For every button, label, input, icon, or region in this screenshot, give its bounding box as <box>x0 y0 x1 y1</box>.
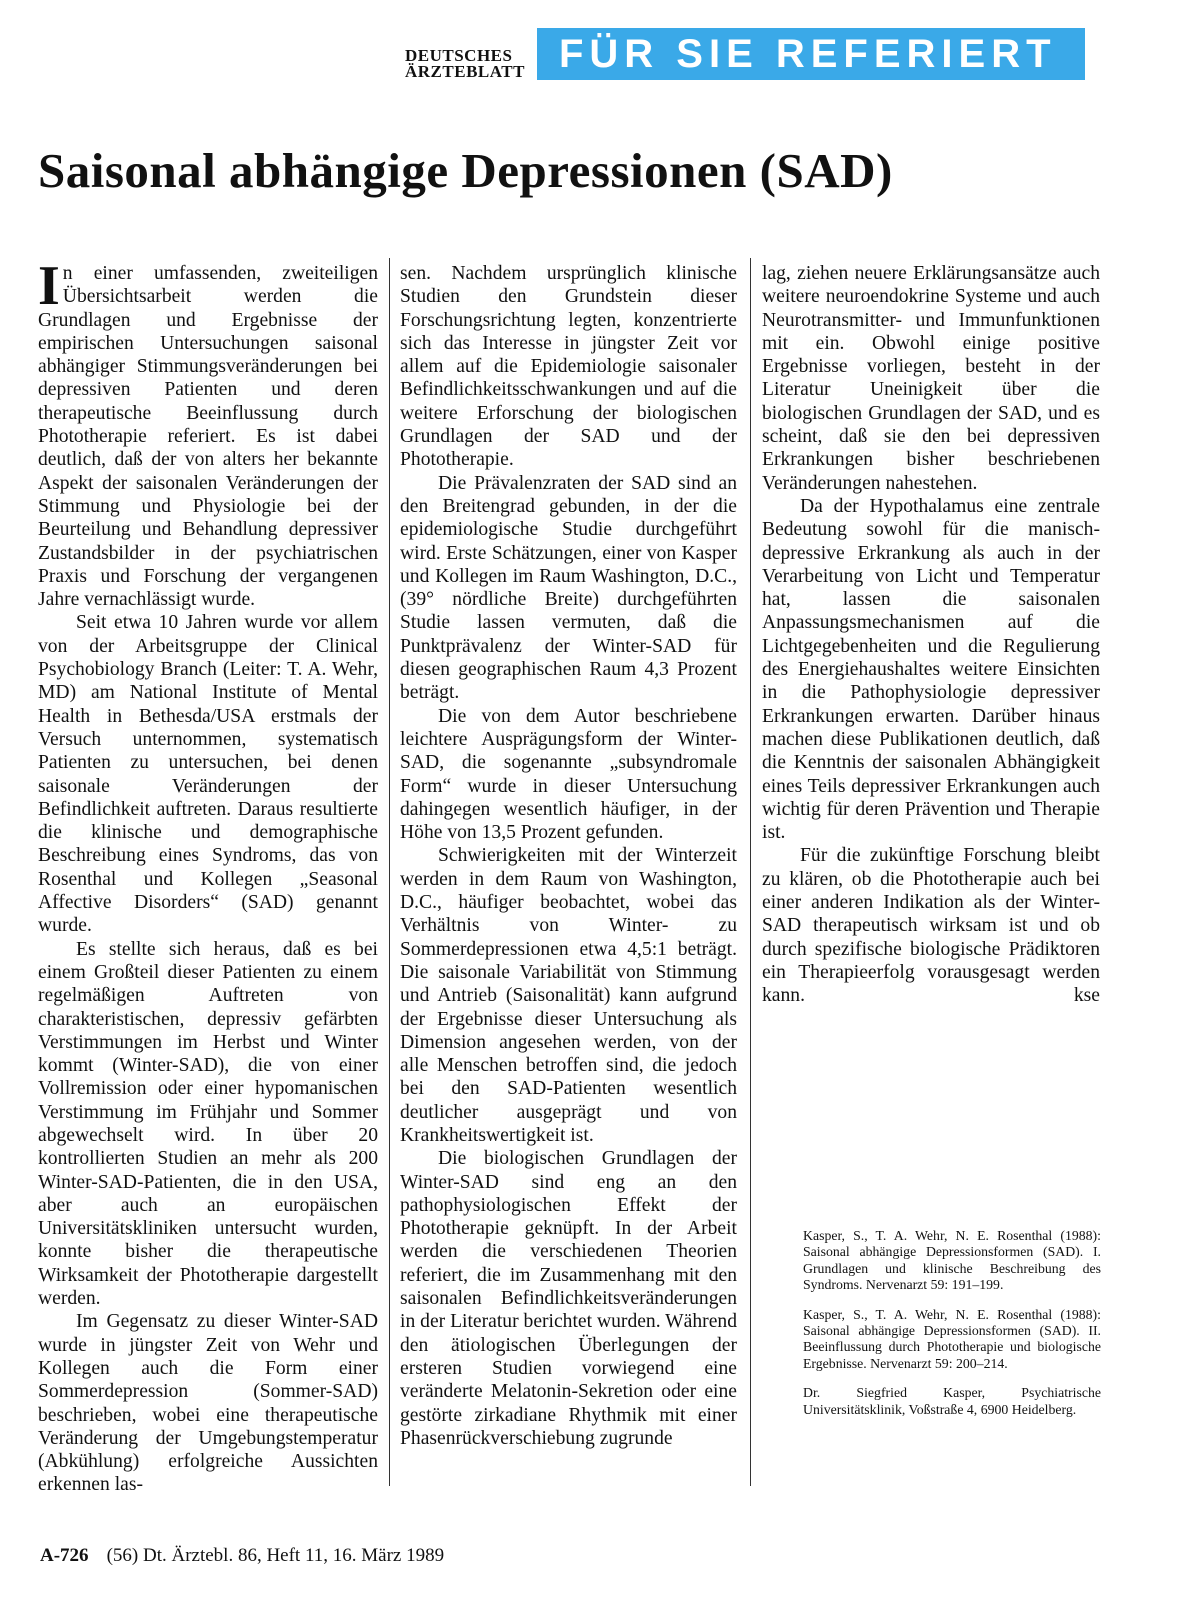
author-initials: kse <box>1073 985 1100 1007</box>
reference: Kasper, S., T. A. Wehr, N. E. Rosenthal (1988): Saisonal abhängige Depressionsformen (SAD). I. Grundlagen und klinische Beschreibung des Syndroms. Nervenarzt 59: 191–199. <box>803 1228 1101 1293</box>
article-title: Saisonal abhängige Depressionen (SAD) <box>38 143 893 198</box>
journal-logo <box>405 48 525 80</box>
author-address: Dr. Siegfried Kasper, Psychiatrische Universitätsklinik, Voßstraße 4, 6900 Heidelberg. <box>803 1385 1101 1417</box>
reference: Kasper, S., T. A. Wehr, N. E. Rosenthal (1988): Saisonal abhängige Depressionsformen (SAD). II. Beeinflussung durch Phototherapie und biologische Ergebnisse. Nervenarzt 59: 200–214. <box>803 1306 1101 1371</box>
paragraph-text: Für die zukünftige Forschung bleibt zu klären, ob die Phototherapie auch bei einer anderen Indikation als der Winter-SAD therapeutisch wirksam ist und ob durch spezifische biologische Prädiktoren ein Therapieerfolg vorausgesagt werden kann. <box>762 845 1100 1007</box>
column-2 <box>400 262 737 1450</box>
logo-line-1: DEUTSCHES <box>405 46 513 65</box>
paragraph: Schwierigkeiten mit der Winterzeit werden in dem Raum von Washington, D.C., häufiger beobachtet, wobei das Verhältnis von Winter- zu Sommerdepressionen etwa 4,5:1 beträgt. Die saisonale Variabilität von Stimmung und Antrieb (Saisonalität) kann aufgrund der Ergebnisse dieser Untersuchung als Dimension angesehen werden, von der alle Menschen betroffen sind, die jedoch bei den SAD-Patienten wesentlich deutlicher ausgeprägt und von Krankheitswertigkeit ist. <box>400 845 737 1146</box>
paragraph: sen. Nachdem ursprünglich klinische Studien den Grundstein dieser Forschungsrichtung legten, konzentrierte sich das Interesse in jüngster Zeit vor allem auf die Epidemiologie saisonaler Befindlichkeitsschwankungen und auf die weitere Erforschung der biologischen Grundlagen der SAD und der Phototherapie. <box>400 263 737 471</box>
paragraph-text: n einer umfassenden, zweiteiligen Übersichtsarbeit werden die Grundlagen und Ergebnisse der empirischen Untersuchungen saisonal abhängiger Stimmungsveränderungen bei depressiven Patienten und deren therapeutische Beeinflussung durch Phototherapie referiert. Es ist dabei deutlich, daß der von alters her bekannte Aspekt der saisonalen Veränderungen der Stimmung und Physiologie bei der Beurteilung und Behandlung depressiver Zustandsbilder in der psychiatrischen Praxis und Forschung der vergangenen Jahre vernachlässigt wurde. <box>38 263 378 611</box>
paragraph: Seit etwa 10 Jahren wurde vor allem von der Arbeitsgruppe der Clinical Psychobiology Branch (Leiter: T. A. Wehr, MD) am National Institute of Mental Health in Bethesda/USA erstmals der Versuch unternommen, systematisch Patienten zu untersuchen, bei denen saisonale Veränderungen der Befindlichkeit auftreten. Daraus resultierte die klinische und demographische Beschreibung eines Syndroms, das von Rosenthal und Kollegen „Seasonal Affective Disorders“ (SAD) genannt wurde. <box>38 612 378 937</box>
page-number: A-726 <box>40 1545 89 1566</box>
paragraph: Da der Hypothalamus eine zentrale Bedeutung sowohl für die manisch-depressive Erkrankung als auch in der Verarbeitung von Licht und Temperatur hat, lassen die saisonalen Anpassungsmechanismen auf die Lichtgegebenheiten und die Regulierung des Energiehaushaltes weitere Einsichten in die Pathophysiologie depressiver Erkrankungen erwarten. Darüber hinaus machen diese Publikationen deutlich, daß die Kenntnis der saisonalen Abhängigkeit eines Teils depressiver Erkrankungen auch wichtig für deren Prävention und Therapie ist. <box>762 495 1100 844</box>
paragraph: lag, ziehen neuere Erklärungsansätze auch weitere neuroendokrine Systeme und auch Neurotransmitter- und Immunfunktionen mit ein. Obwohl einige positive Ergebnisse vorliegen, besteht in der Literatur Uneinigkeit über die biologischen Grundlagen der SAD, und es scheint, daß sie den bei depressiven Erkrankungen bisher beschriebenen Veränderungen nahestehen. <box>762 263 1100 494</box>
paragraph: Im Gegensatz zu dieser Winter-SAD wurde in jüngster Zeit von Wehr und Kollegen auch die Form einer Sommerdepression (Sommer-SAD) beschrieben, wobei eine therapeutische Veränderung der Umgebungstemperatur (Abkühlung) erfolgreiche Aussichten erkennen las- <box>38 1311 378 1496</box>
column-divider <box>389 258 390 1486</box>
references <box>803 1228 1101 1431</box>
paragraph: Es stellte sich heraus, daß es bei einem Großteil dieser Patienten zu einem regelmäßigen Auftreten von charakteristischen, depressiv gefärbten Verstimmungen im Herbst und Winter kommt (Winter-SAD), die von einer Vollremission oder einer hypomanischen Verstimmung im Frühjahr und Sommer abgewechselt wird. In über 20 kontrollierten Studien an mehr als 200 Winter-SAD-Patienten, die in den USA, aber auch an europäischen Universitätskliniken untersucht wurden, konnte bisher die therapeutische Wirksamkeit der Phototherapie dargestellt werden. <box>38 938 378 1310</box>
column-divider <box>750 258 751 1486</box>
section-banner: FÜR SIE REFERIERT <box>537 28 1085 80</box>
masthead <box>405 28 1085 86</box>
paragraph: Die Prävalenzraten der SAD sind an den Breitengrad gebunden, in der die epidemiologische Studie durchgeführt wird. Erste Schätzungen, einer von Kasper und Kollegen im Raum Washington, D.C., (39° nördliche Breite) durchgeführten Studie lassen vermuten, daß die Punktprävalenz der Winter-SAD für diesen geographischen Raum 4,3 Prozent beträgt. <box>400 472 737 704</box>
paragraph: Die biologischen Grundlagen der Winter-SAD sind eng an den pathophysiologischen Effekt der Phototherapie geknüpft. In der Arbeit werden die verschiedenen Theorien referiert, die im Zusammenhang mit den saisonalen Befindlichkeitsveränderungen in der Literatur berichtet wurden. Während den ätiologischen Überlegungen der ersteren Studien vorwiegend eine veränderte Melatonin-Sekretion oder eine gestörte zirkadiane Rhythmik mit einer Phasenrückverschiebung zugrunde <box>400 1148 737 1449</box>
drop-cap: I <box>38 255 60 317</box>
column-1 <box>38 255 378 1497</box>
paragraph <box>38 255 378 611</box>
column-3 <box>762 262 1100 1008</box>
paragraph <box>762 844 1100 1007</box>
paragraph: Die von dem Autor beschriebene leichtere Ausprägungsform der Winter-SAD, die sogenannte „subsyndromale Form“ wurde in dieser Untersuchung dahingegen wesentlich häufiger, in der Höhe von 13,5 Prozent gefunden. <box>400 705 737 844</box>
page-footer <box>40 1545 444 1567</box>
citation: (56) Dt. Ärztebl. 86, Heft 11, 16. März 1989 <box>106 1545 445 1566</box>
logo-line-2: ÄRZTEBLATT <box>405 62 525 81</box>
